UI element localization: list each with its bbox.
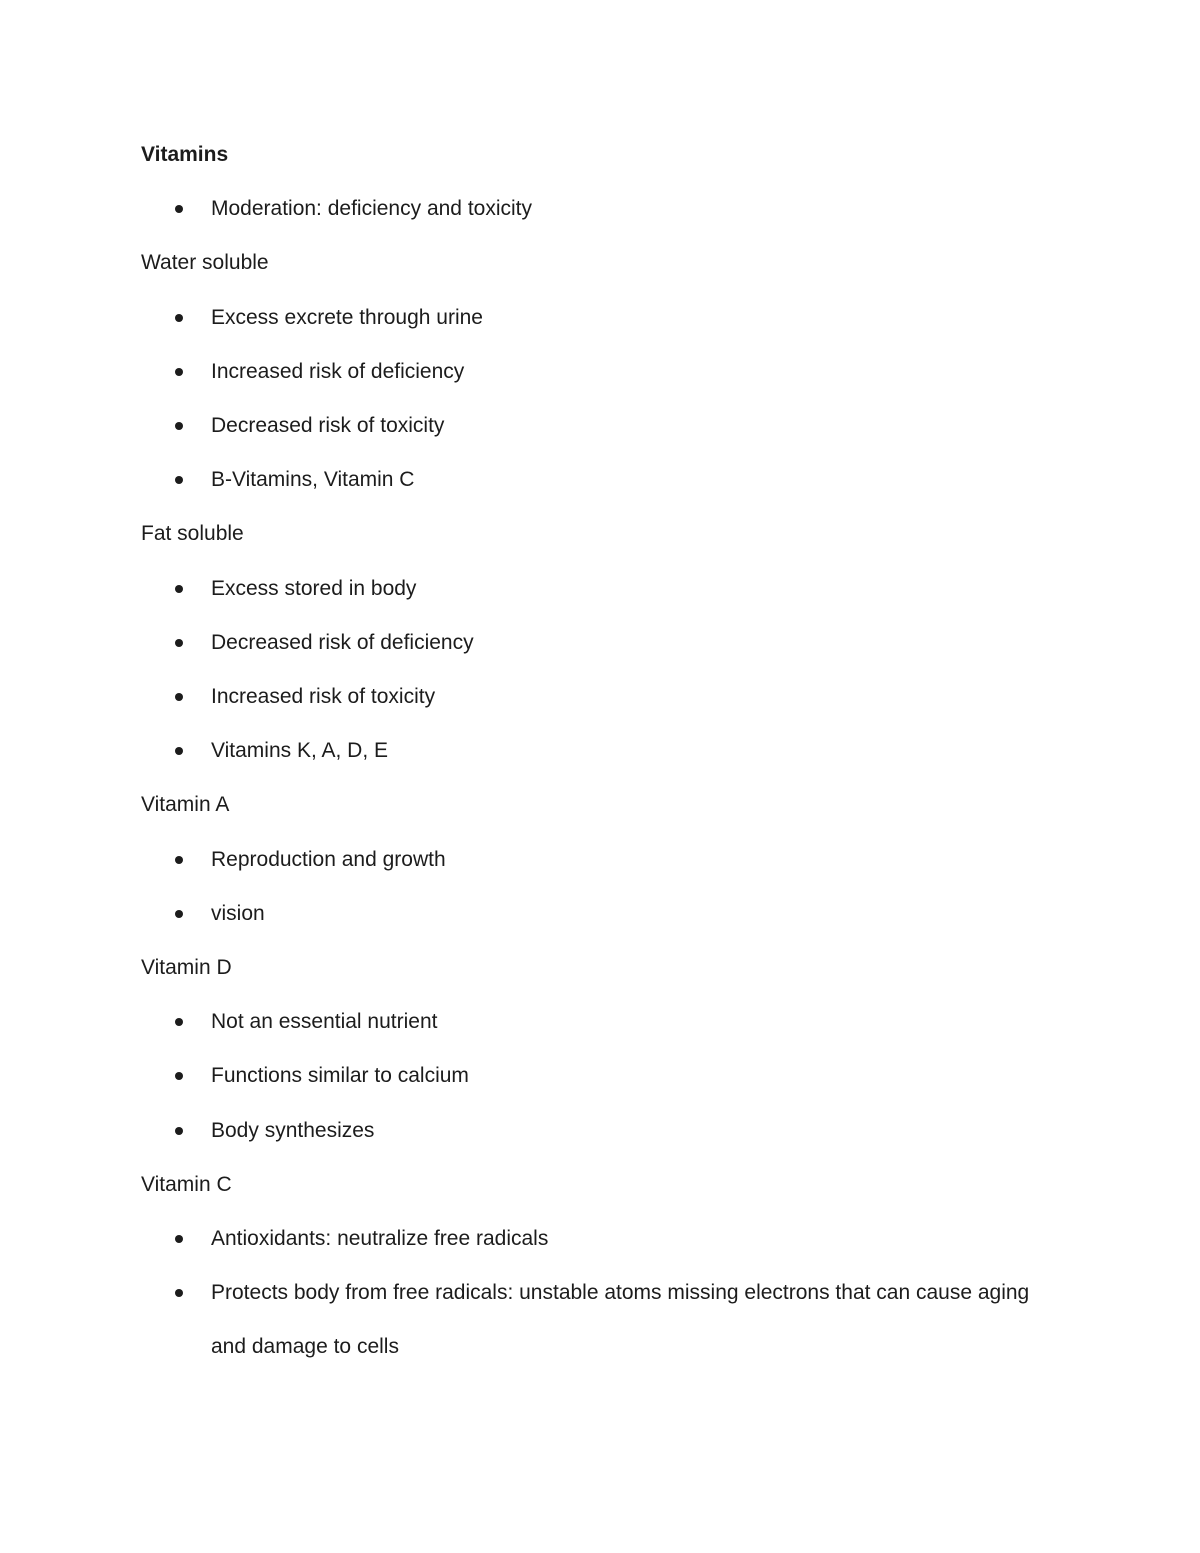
list-item-text: Protects body from free radicals: unstable atoms missing electrons that can cause aging and damage to cells: [211, 1281, 1030, 1359]
bullet-list-vitamin-c: [141, 1212, 1041, 1375]
list-item: [141, 616, 1041, 670]
intro-bullet-list: [141, 182, 1041, 236]
list-item-text: Decreased risk of toxicity: [211, 413, 445, 437]
bullet-icon: [175, 585, 183, 593]
list-item: [141, 182, 1041, 236]
list-item: [141, 887, 1041, 941]
bullet-icon: [175, 1289, 183, 1297]
list-item: [141, 1212, 1041, 1266]
bullet-icon: [175, 1018, 183, 1026]
bullet-icon: [175, 856, 183, 864]
section-heading-water-soluble: Water soluble: [141, 251, 269, 275]
bullet-icon: [175, 910, 183, 918]
list-item: [141, 995, 1041, 1049]
list-item-text: Increased risk of deficiency: [211, 359, 465, 383]
document-body: [141, 128, 1041, 1375]
section-heading-fat-soluble: Fat soluble: [141, 522, 244, 546]
list-item-text: B-Vitamins, Vitamin C: [211, 468, 415, 492]
list-item-text: Antioxidants: neutralize free radicals: [211, 1226, 549, 1250]
bullet-list-vitamin-a: [141, 833, 1041, 941]
bullet-icon: [175, 1127, 183, 1135]
list-item: [141, 345, 1041, 399]
section-heading-vitamin-d: Vitamin D: [141, 955, 232, 979]
bullet-icon: [175, 747, 183, 755]
bullet-icon: [175, 368, 183, 376]
section-heading-vitamin-c: Vitamin C: [141, 1172, 232, 1196]
list-item-text: Vitamins K, A, D, E: [211, 739, 389, 763]
list-item: [141, 562, 1041, 616]
list-item-text: Decreased risk of deficiency: [211, 630, 474, 654]
list-item: [141, 670, 1041, 724]
bullet-icon: [175, 1072, 183, 1080]
list-item: [141, 291, 1041, 345]
list-item-text: Excess excrete through urine: [211, 305, 483, 329]
bullet-icon: [175, 205, 183, 213]
bullet-list-fat-soluble: [141, 562, 1041, 779]
bullet-icon: [175, 639, 183, 647]
bullet-icon: [175, 422, 183, 430]
list-item-text: Reproduction and growth: [211, 847, 446, 871]
list-item-text: Increased risk of toxicity: [211, 684, 436, 708]
list-item: [141, 1104, 1041, 1158]
list-item-text: Not an essential nutrient: [211, 1010, 438, 1034]
list-item-text: Body synthesizes: [211, 1118, 375, 1142]
list-item: [141, 399, 1041, 453]
list-item: [141, 724, 1041, 778]
bullet-icon: [175, 476, 183, 484]
list-item-text: Excess stored in body: [211, 576, 417, 600]
list-item: [141, 453, 1041, 507]
bullet-list-vitamin-d: [141, 995, 1041, 1158]
list-item-text: Moderation: deficiency and toxicity: [211, 197, 532, 221]
document-title: Vitamins: [141, 143, 229, 166]
bullet-list-water-soluble: [141, 291, 1041, 508]
bullet-icon: [175, 1235, 183, 1243]
list-item: [141, 833, 1041, 887]
section-heading-vitamin-a: Vitamin A: [141, 793, 230, 817]
bullet-icon: [175, 693, 183, 701]
bullet-icon: [175, 314, 183, 322]
list-item-text: vision: [211, 901, 265, 925]
list-item: [141, 1049, 1041, 1103]
list-item: [141, 1266, 1041, 1374]
list-item-text: Functions similar to calcium: [211, 1064, 469, 1088]
